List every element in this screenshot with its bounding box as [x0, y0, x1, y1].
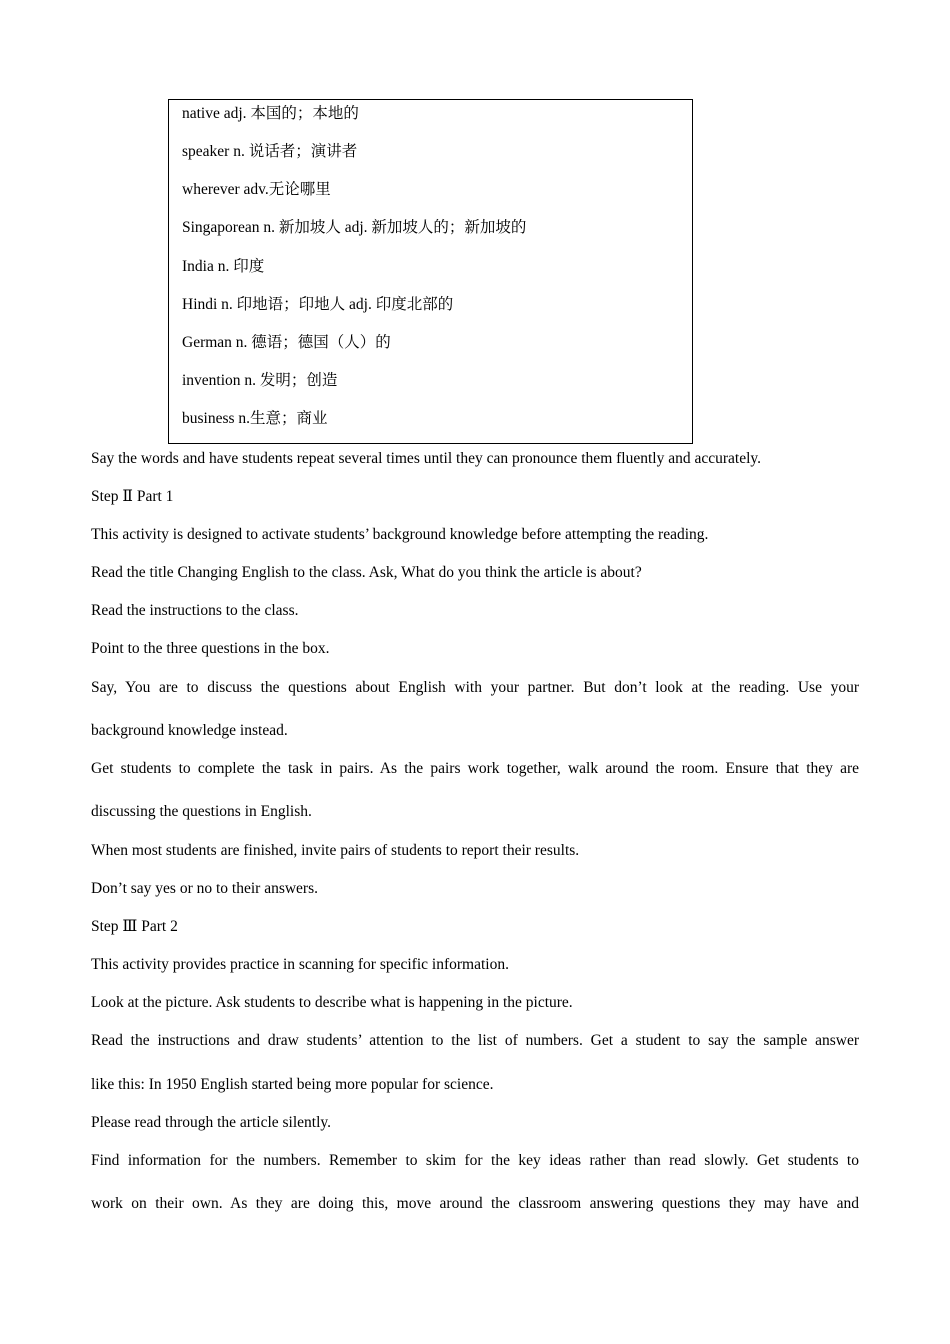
paragraph: Don’t say yes or no to their answers.: [91, 880, 319, 897]
paragraph: discussing the questions in English.: [91, 803, 312, 820]
paragraph: Look at the picture. Ask students to describe what is happening in the picture.: [91, 994, 573, 1011]
vocab-item: business n.生意；商业: [182, 410, 328, 427]
paragraph: Please read through the article silently.: [91, 1114, 332, 1131]
paragraph: This activity is designed to activate students’ background knowledge before attempting the reading.: [91, 526, 709, 543]
vocab-item: native adj. 本国的；本地的: [182, 105, 359, 122]
vocab-item: German n. 德语；德国（人）的: [182, 334, 391, 351]
vocab-item: speaker n. 说话者；演讲者: [182, 143, 358, 160]
paragraph: Find information for the numbers. Remember to skim for the key ideas rather than read slowly. Get students to: [91, 1152, 859, 1169]
paragraph: Get students to complete the task in pairs. As the pairs work together, walk around the room. Ensure that they are: [91, 760, 859, 777]
vocabulary-box: [168, 99, 693, 444]
paragraph: work on their own. As they are doing this, move around the classroom answering questions they may have and: [91, 1195, 859, 1212]
paragraph: Say the words and have students repeat several times until they can pronounce them fluently and accurately.: [91, 450, 762, 467]
vocab-item: invention n. 发明；创造: [182, 372, 338, 389]
paragraph: Say, You are to discuss the questions about English with your partner. But don’t look at the reading. Use your: [91, 679, 859, 696]
paragraph: This activity provides practice in scanning for specific information.: [91, 956, 509, 973]
vocab-item: wherever adv.无论哪里: [182, 181, 331, 198]
paragraph: like this: In 1950 English started being more popular for science.: [91, 1076, 494, 1093]
vocab-item: Singaporean n. 新加坡人 adj. 新加坡人的；新加坡的: [182, 219, 527, 236]
vocab-item: Hindi n. 印地语；印地人 adj. 印度北部的: [182, 296, 454, 313]
step-heading: Step Ⅲ Part 2: [91, 918, 178, 935]
paragraph: Point to the three questions in the box.: [91, 640, 330, 657]
paragraph: Read the instructions and draw students’ attention to the list of numbers. Get a student to say the sample answer: [91, 1032, 859, 1049]
paragraph: Read the title Changing English to the class. Ask, What do you think the article is about?: [91, 564, 642, 581]
paragraph: background knowledge instead.: [91, 722, 288, 739]
paragraph: Read the instructions to the class.: [91, 602, 299, 619]
paragraph: When most students are finished, invite pairs of students to report their results.: [91, 842, 580, 859]
vocab-item: India n. 印度: [182, 258, 265, 275]
step-heading: Step Ⅱ Part 1: [91, 488, 174, 505]
